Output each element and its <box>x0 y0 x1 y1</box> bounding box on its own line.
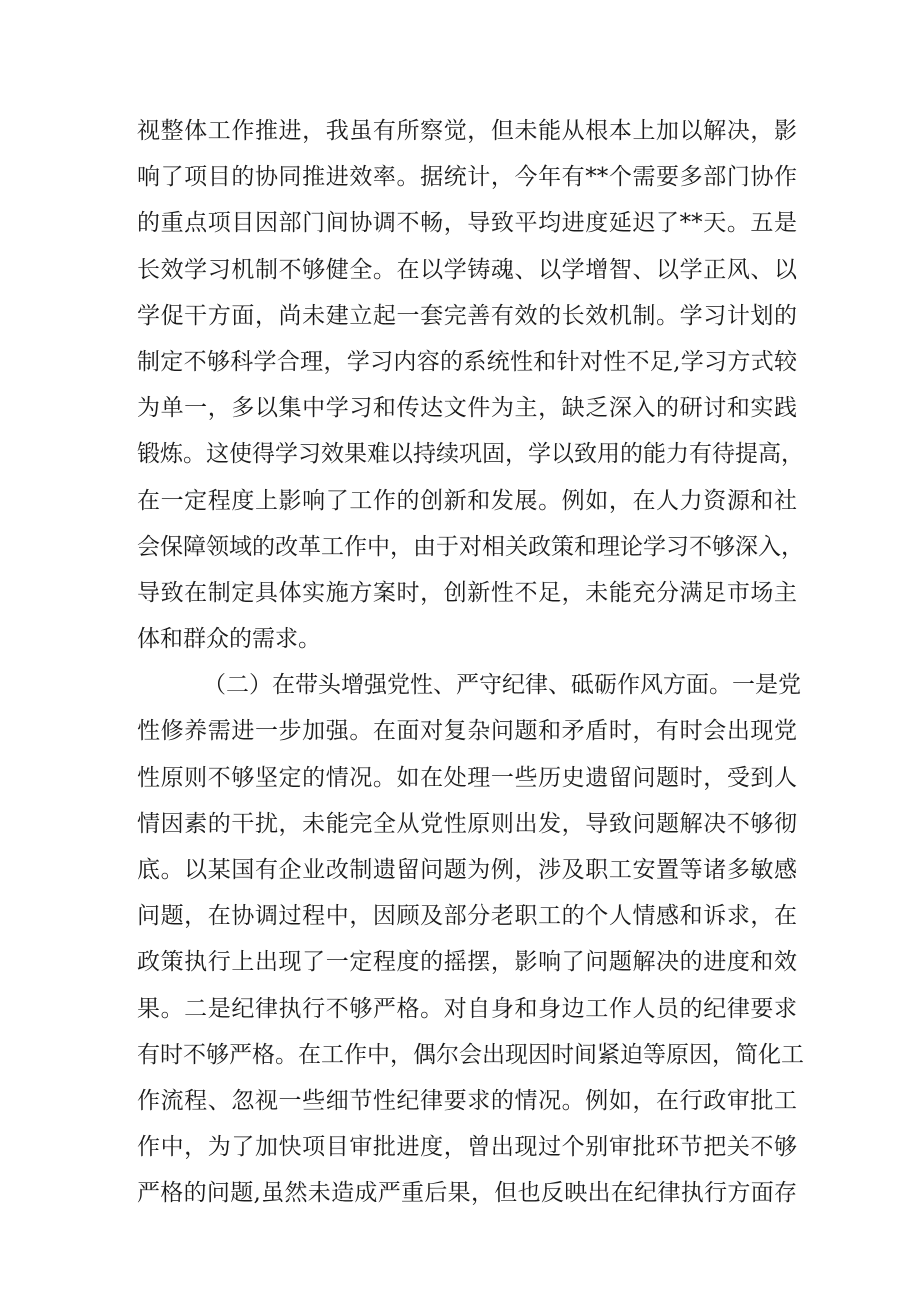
text-line: 政策执行上出现了一定程度的摇摆，影响了问题解决的进度和效 <box>137 949 797 976</box>
text-line: 在一定程度上影响了工作的创新和发展。例如，在人力资源和社 <box>137 487 797 514</box>
paragraph-1 <box>137 108 804 662</box>
text-line: 长效学习机制不够健全。在以学铸魂、以学增智、以学正风、以 <box>137 256 797 283</box>
text-line: 的重点项目因部门间协调不畅，导致平均进度延迟了**天。五是 <box>137 210 797 237</box>
text-line: 视整体工作推进，我虽有所察觉，但未能从根本上加以解决，影 <box>137 118 797 144</box>
text-line: 严格的问题,虽然未造成严重后果，但也反映出在纪律执行方面存 <box>137 1180 797 1207</box>
text-line: 制定不够科学合理，学习内容的系统性和针对性不足,学习方式较 <box>137 348 797 375</box>
text-line: 为单一，多以集中学习和传达文件为主，缺乏深入的研讨和实践 <box>137 395 797 422</box>
text-line: 底。以某国有企业改制遗留问题为例，涉及职工安置等诸多敏感 <box>137 857 797 883</box>
text-line: 会保障领域的改革工作中，由于对相关政策和理论学习不够深入， <box>137 533 804 560</box>
document-body <box>137 108 804 1217</box>
text-line: （二）在带头增强党性、严守纪律、砥砺作风方面。一是党 <box>203 672 801 699</box>
text-line: 性原则不够坚定的情况。如在处理一些历史遗留问题时，受到人 <box>137 764 797 791</box>
paragraph-2 <box>137 662 804 1216</box>
text-line: 问题，在协调过程中，因顾及部分老职工的个人情感和诉求，在 <box>137 903 797 930</box>
text-line: 有时不够严格。在工作中，偶尔会出现因时间紧迫等原因，简化工 <box>137 1041 804 1068</box>
text-line: 果。二是纪律执行不够严格。对自身和身边工作人员的纪律要求 <box>137 995 797 1022</box>
text-line: 作流程、忽视一些细节性纪律要求的情况。例如，在行政审批工 <box>137 1087 797 1114</box>
text-line: 体和群众的需求。 <box>137 626 321 653</box>
text-line: 锻炼。这使得学习效果难以持续巩固，学以致用的能力有待提高， <box>137 441 804 468</box>
text-line: 响了项目的协同推进效率。据统计，今年有**个需要多部门协作 <box>137 164 797 191</box>
text-line: 性修养需进一步加强。在面对复杂问题和矛盾时，有时会出现党 <box>137 718 797 745</box>
text-line: 情因素的干扰，未能完全从党性原则出发，导致问题解决不够彻 <box>137 810 797 837</box>
text-line: 作中，为了加快项目审批进度，曾出现过个别审批环节把关不够 <box>137 1134 797 1161</box>
text-line: 导致在制定具体实施方案时，创新性不足，未能充分满足市场主 <box>137 579 797 606</box>
text-line: 学促干方面，尚未建立起一套完善有效的长效机制。学习计划的 <box>137 302 797 329</box>
